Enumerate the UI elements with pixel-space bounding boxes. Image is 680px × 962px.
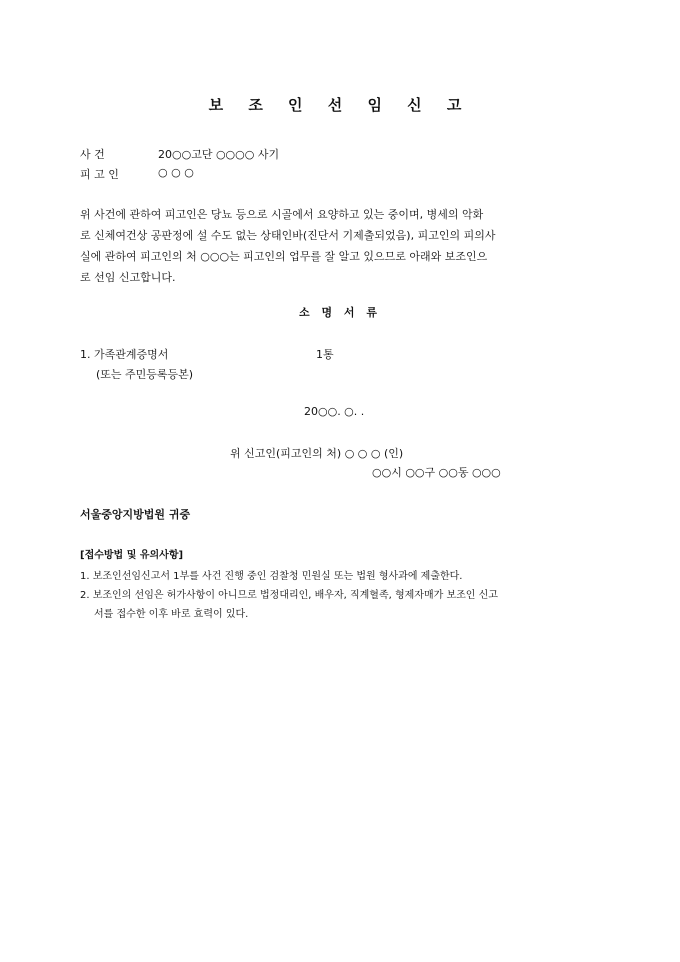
body-paragraph [80, 204, 610, 288]
body-line: 실에 관하여 피고인의 처 ○○○는 피고인의 업무를 잘 알고 있으므로 아래와 보조인으 [80, 250, 488, 263]
evidence-note: (또는 주민등록등본) [96, 368, 194, 381]
defendant-label: 피 고 인 [80, 168, 119, 181]
body-line: 로 신체여건상 공판정에 설 수도 없는 상태인바(진단서 기제출되었음), 피고인의 피의사 [80, 229, 496, 242]
defendant-value: ○ ○ ○ [158, 166, 194, 179]
case-label: 사 건 [80, 148, 105, 161]
court-name: 서울중앙지방법원 귀중 [80, 508, 191, 521]
notes-heading: [접수방법 및 유의사항] [80, 550, 184, 561]
document-title: 보 조 인 선 임 신 고 [208, 96, 472, 114]
note-item-1: 1. 보조인선임신고서 1부를 사건 진행 중인 검찰청 민원실 또는 법원 형사과에 제출한다. [80, 571, 463, 582]
document-date: 20○○. ○. . [304, 405, 365, 418]
evidence-quantity: 1통 [316, 348, 334, 361]
note-item-2: 2. 보조인의 선임은 허가사항이 아니므로 법정대리인, 배우자, 직계혈족, 형제자매가 보조인 신고 [80, 590, 498, 601]
body-line: 위 사건에 관하여 피고인은 당뇨 등으로 시골에서 요양하고 있는 중이며, 병세의 악화 [80, 208, 484, 221]
signer-address: ○○시 ○○구 ○○동 ○○○ [372, 466, 501, 479]
body-line: 로 선임 신고합니다. [80, 271, 176, 284]
case-value: 20○○고단 ○○○○ 사기 [158, 148, 280, 161]
evidence-item: 1. 가족관계증명서 [80, 348, 169, 361]
note-item-2-continued: 서를 접수한 이후 바로 효력이 있다. [94, 609, 249, 620]
evidence-heading: 소 명 서 류 [299, 306, 381, 319]
signer-line: 위 신고인(피고인의 처) ○ ○ ○ (인) [230, 447, 404, 460]
